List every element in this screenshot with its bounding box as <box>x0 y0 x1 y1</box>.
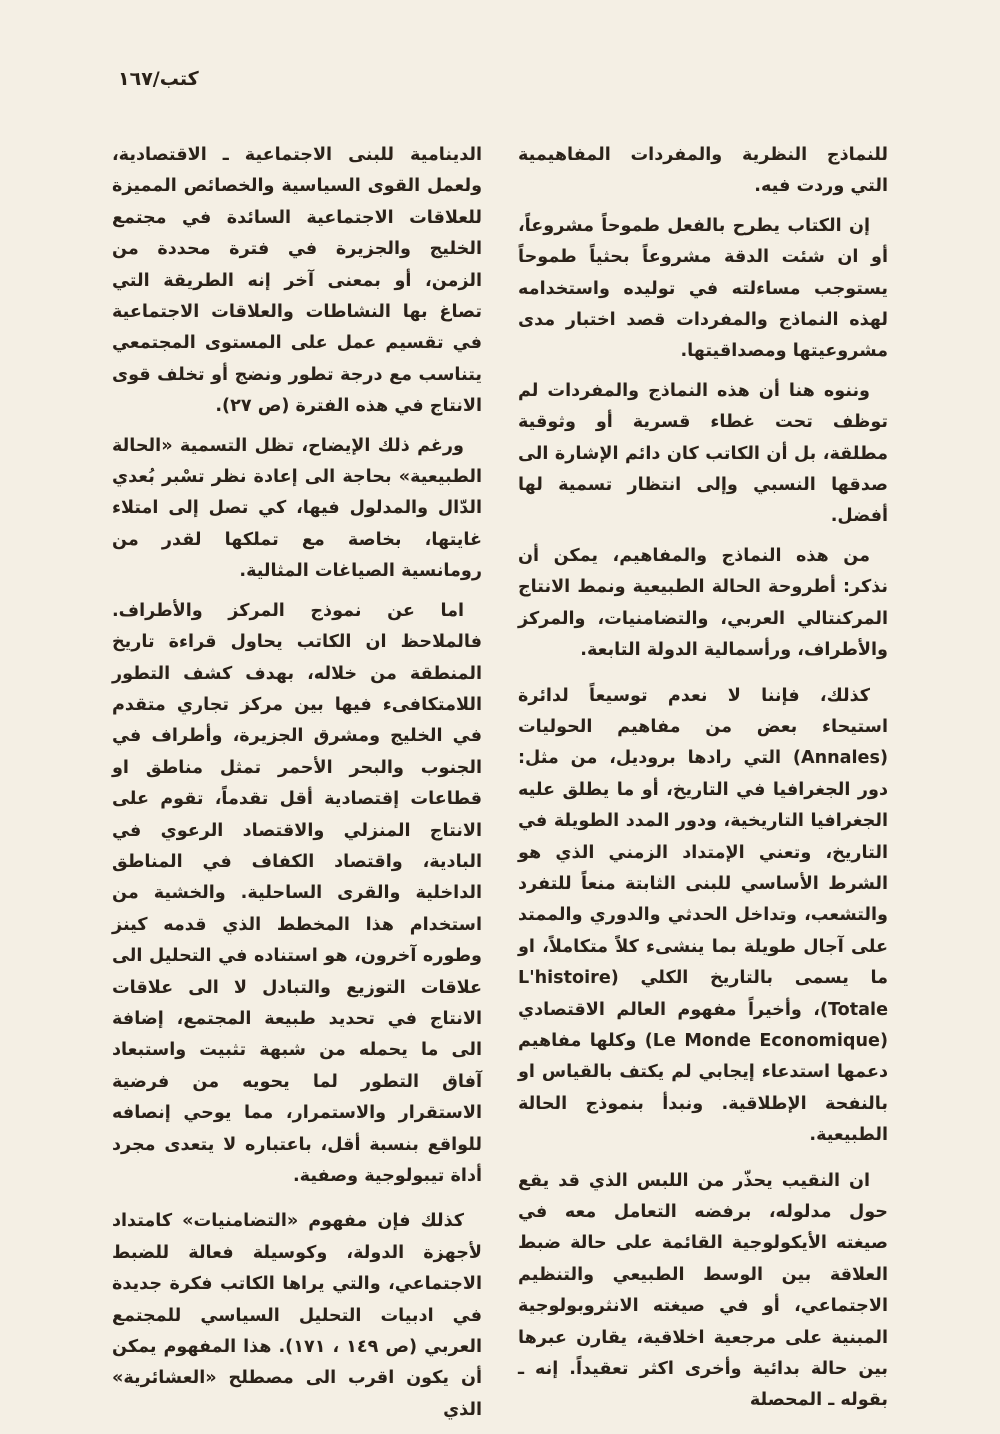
paragraph: كذلك فإن مفهوم «التضامنيات» كامتداد لأجهزة الدولة، وكوسيلة فعالة للضبط الاجتماعي، والتي يراها الكاتب فكرة جديدة في ادبيات التحليل السياسي للمجتمع العربي (ص ١٤٩ ، ١٧١). هذا المفهوم يمكن أن يكون اقرب الى مصطلح «العشائرية» الذي <box>112 1211 483 1420</box>
paragraph: كذلك، فإننا لا نعدم توسيعاً لدائرة استيحاء بعض من مفاهيم الحوليات (Annales) التي رادها بروديل، من مثل: دور الجغرافيا في التاريخ، أو ما يطلق عليه الجغرافيا التاريخية، ودور المدد الطويلة في التاريخ، وتعني الإمتداد الزمني الذي هو الشرط الأساسي للبنى الثابتة منعاً للتفرد والتشعب، وتداخل الحدثي والدوري والممتد على آجال طويلة بما ينشىء كلاً متكاملاً، او ما يسمى بالتاريخ الكلي (L'histoire Totale)، وأخيراً مفهوم العالم الاقتصادي (Le Monde Economique) وكلها مفاهيم دعمها استدعاء إيجابي لم يكتف بالقياس او بالنفحة الإطلاقية. ونبدأ بنموذج الحالة الطبيعية. <box>518 685 889 1146</box>
paragraph: من هذه النماذج والمفاهيم، يمكن أن نذكر: أطروحة الحالة الطبيعية ونمط الانتاج المركنتالي العربي، والتضامنيات، والمركز والأطراف، ورأسمالية الدولة التابعة. <box>518 545 888 661</box>
paragraph: إن الكتاب يطرح بالفعل طموحاً مشروعاً، أو ان شئت الدقة مشروعاً بحثياً طموحاً يستوجب مساءلته في توليده واستخدامه لهذه النماذج والمفردات قصد اختبار مدى مشروعيتها ومصداقيتها. <box>518 215 888 362</box>
page-header: كتب/١٦٧ <box>118 68 199 90</box>
paragraph: للنماذج النظرية والمفردات المفاهيمية التي وردت فيه. <box>518 145 888 197</box>
paragraph: وننوه هنا أن هذه النماذج والمفردات لم توظف تحت غطاء قسرية أو وثوقية مطلقة، بل أن الكاتب كان دائم الإشارة الى صدقها النسبي وإلى انتظار تسمية لها أفضل. <box>518 380 888 527</box>
paragraph: ان النقيب يحذّر من اللبس الذي قد يقع حول مدلوله، برفضه التعامل معه في صيغته الأيكولوجية القائمة على حالة ضبط العلاقة بين الوسط الطبيعي والتنظيم الاجتماعي، أو في صيغته الانثروبولوجية المبنية على مرجعية اخلاقية، يقارن عبرها بين حالة بدائية وأخرى اكثر تعقيداً. إنه ـ بقوله ـ المحصلة <box>518 1170 888 1411</box>
paragraph: اما عن نموذج المركز والأطراف. فالملاحظ ان الكاتب يحاول قراءة تاريخ المنطقة من خلاله، بهدف كشف التطور اللامتكافىء فيها بين مركز تجاري متقدم في الخليج ومشرق الجزيرة، وأطراف في الجنوب والبحر الأحمر تمثل مناطق او قطاعات إقتصادية أقل تقدماً، تقوم على الانتاج المنزلي والاقتصاد الرعوي في البادية، واقتصاد الكفاف في المناطق الداخلية والقرى الساحلية. والخشية من استخدام هذا المخطط الذي قدمه كينز وطوره آخرون، هو استناده في التحليل الى علاقات التوزيع والتبادل لا الى علاقات الانتاج في تحديد طبيعة المجتمع، إضافة الى ما يحمله من شبهة تثبيت واستبعاد آفاق التطور لما يحويه من فرضية الاستقرار والاستمرار، مما يوحي إنصافه للواقع بنسبة أقل، باعتباره لا يتعدى مجرد أداة تيبولوجية وصفية. <box>112 600 482 1186</box>
left-column <box>112 140 482 1434</box>
right-column <box>518 140 888 1425</box>
paragraph: ورغم ذلك الإيضاح، تظل التسمية «الحالة الطبيعية» بحاجة الى إعادة نظر تسْبر بُعدي الدّال والمدلول فيها، كي تصل إلى امتلاء غايتها، بخاصة مع تملكها لقدر من رومانسية الصياغات المثالية. <box>112 435 482 582</box>
paragraph: الدينامية للبنى الاجتماعية ـ الاقتصادية، ولعمل القوى السياسية والخصائص المميزة للعلاقات الاجتماعية السائدة في مجتمع الخليج والجزيرة في فترة محددة من الزمن، أو بمعنى آخر إنه الطريقة التي تصاغ بها النشاطات والعلاقات الاجتماعية في تقسيم عمل على المستوى المجتمعي يتناسب مع درجة تطور ونضج أو تخلف قوى الانتاج في هذه الفترة (ص ٢٧). <box>112 145 482 417</box>
